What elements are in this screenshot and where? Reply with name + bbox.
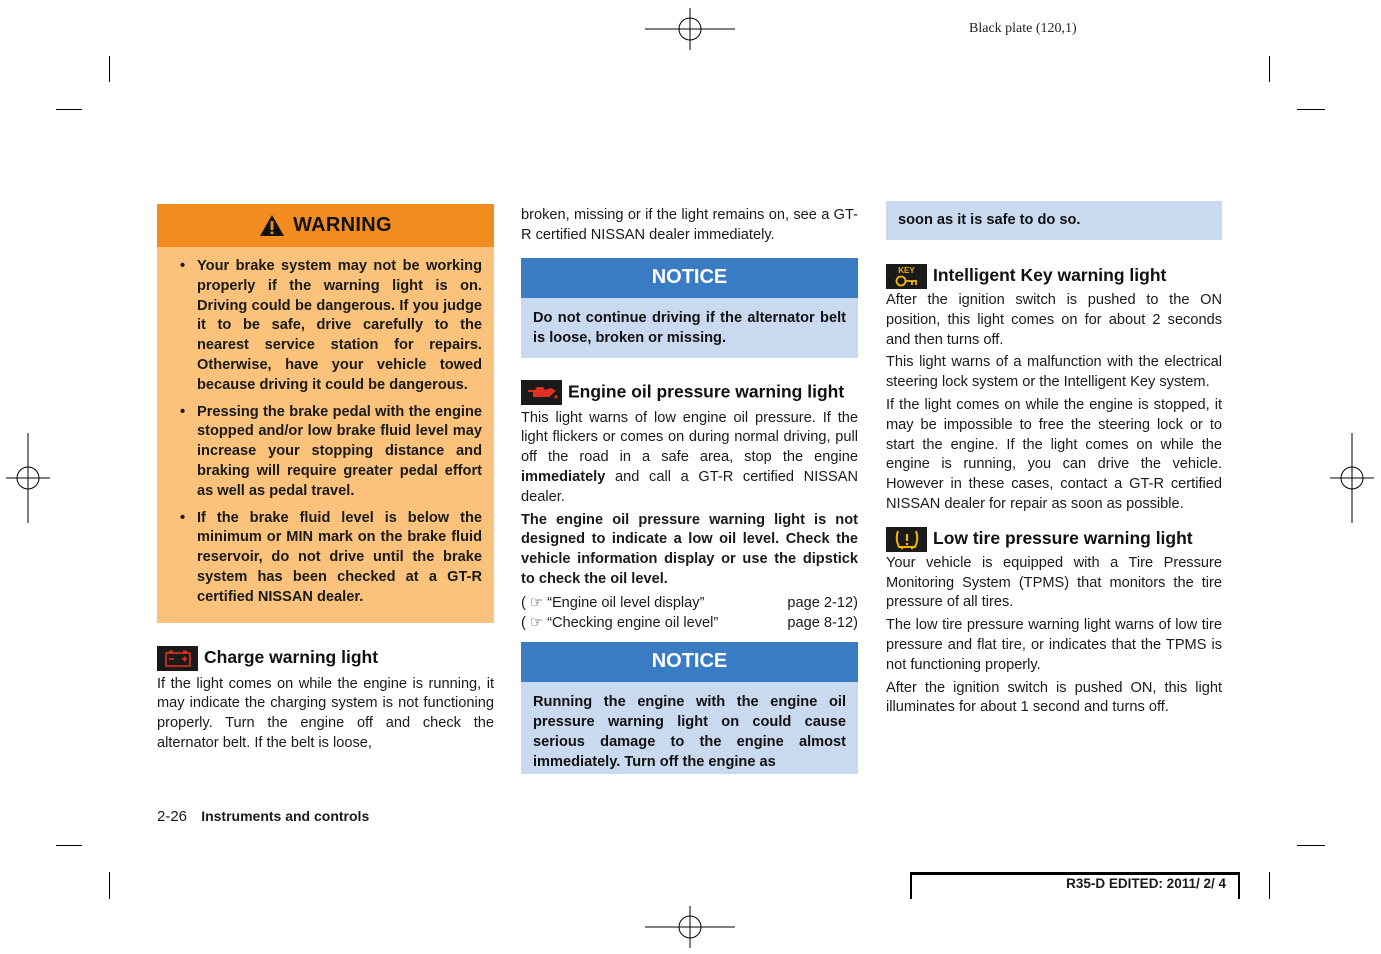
crop-mark [1269,872,1270,899]
cross-reference[interactable]: ( ☞ “Engine oil level display” page 2-12) [521,594,858,611]
key-icon: KEY [886,264,927,289]
key-paragraph-2: This light warns of a malfunction with the electrical steering lock system or the Intelligent Key system. [886,354,1222,391]
column-2 [521,206,858,774]
page-reference-icon: ☞ [529,614,544,631]
section-name: Instruments and controls [201,808,370,824]
edit-stamp-box [910,872,1240,899]
tire-paragraph-2: The low tire pressure warning light warns of low tire pressure and flat tire, or indicates that the TPMS is not functioning properly. [886,617,1222,673]
oil-title: Engine oil pressure warning light [568,381,845,402]
charge-heading [157,646,494,671]
warning-item: • Pressing the brake pedal with the engine stopped and/or low brake fluid level may increase your stopping distance and braking will require greater pedal effort as well as pedal travel. [180,403,482,499]
tire-paragraph-1: Your vehicle is equipped with a Tire Pressure Monitoring System (TPMS) that monitors the tire pressure of all tires. [886,554,1222,611]
page-number: 2-26 [157,808,188,825]
column-1 [157,204,494,757]
crop-mark [56,845,82,846]
cross-reference[interactable]: ( ☞ “Checking engine oil level” page 8-12) [521,614,858,631]
crop-mark [1297,845,1325,846]
charge-text-continued: broken, missing or if the light remains on, see a GT-R certified NISSAN dealer immediately. [521,207,858,243]
oil-paragraph-1: This light warns of low engine oil pressure. If the light flickers or comes on during normal driving, pull off the road in a safe area, stop the engine immediately and call a GT-R certified NISSAN dealer. [521,409,858,505]
key-title: Intelligent Key warning light [933,265,1167,285]
oil-heading [521,380,858,405]
notice-body: Running the engine with the engine oil pressure warning light on could cause serious damage to the engine almost immediately. Turn off the engine as [521,682,858,774]
warning-item: • If the brake fluid level is below the minimum or MIN mark on the brake fluid reservoir, do not drive until the brake system has been checked at a GT-R certified NISSAN dealer. [180,509,482,605]
warning-triangle-icon [259,214,285,237]
warning-box [157,204,494,623]
tire-title: Low tire pressure warning light [933,527,1193,548]
oil-can-icon [521,380,562,405]
tire-paragraph-3: After the ignition switch is pushed ON, this light illuminates for about 1 second and turns off. [886,679,1222,716]
key-heading [886,264,1222,289]
crop-mark [109,872,110,899]
warning-header [157,204,494,247]
registration-mark-bottom [645,906,735,948]
notice-box-1 [521,258,858,358]
tire-heading [886,527,1222,552]
edit-stamp: R35-D EDITED: 2011/ 2/ 4 [1066,876,1226,891]
registration-mark-right [1330,433,1374,523]
notice-box-2 [521,642,858,774]
warning-title: WARNING [293,214,392,236]
registration-mark-left [6,433,50,523]
oil-paragraph-2: The engine oil pressure warning light is not designed to indicate a low oil level. Check the vehicle information display or use the dipstick to check the oil level. [521,511,858,587]
crop-mark [56,109,82,110]
plate-label: Black plate (120,1) [969,21,1077,36]
warning-item: • Your brake system may not be working properly if the warning light is on. Driving could be dangerous. If you judge it to be safe, drive carefully to the nearest service station for repairs. Otherwise, have your vehicle towed because driving it could be dangerous. [180,258,482,393]
notice-body-continued: soon as it is safe to do so. [886,201,1222,240]
page-reference-icon: ☞ [529,594,544,611]
key-paragraph-1: After the ignition switch is pushed to the ON position, this light comes on for about 2 seconds and then turns off. [886,292,1222,348]
crop-mark [109,56,110,82]
key-paragraph-3: If the light comes on while the engine is stopped, it may be impossible to free the steering lock or to start the engine. If the light comes on while the engine is running, you can drive the vehicle. However in these cases, contact a GT-R certified NISSAN dealer for repair as soon as possible. [886,396,1222,512]
crop-mark [1269,56,1270,82]
notice-header: NOTICE [521,642,858,682]
notice-body: Do not continue driving if the alternator belt is loose, broken or missing. [521,298,858,358]
column-3 [886,201,1222,721]
warning-body [157,247,494,623]
notice-header: NOTICE [521,258,858,298]
battery-icon [157,646,198,671]
registration-mark-top [645,8,735,50]
charge-title: Charge warning light [204,646,379,667]
charge-text: If the light comes on while the engine is running, it may indicate the charging system is not functioning properly. Turn the engine off and check the alternator belt. If the belt is loose, [157,675,494,751]
tire-pressure-icon [886,527,927,552]
page-footer [157,808,369,825]
crop-mark [1297,109,1325,110]
